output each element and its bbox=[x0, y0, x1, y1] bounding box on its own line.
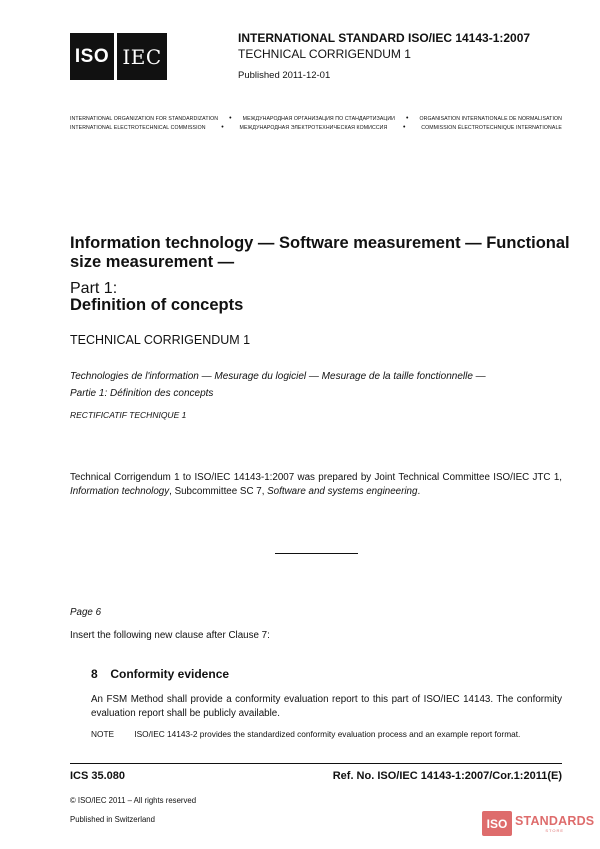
french-part-title: Partie 1: Définition des concepts bbox=[70, 388, 214, 399]
org-iec-en: INTERNATIONAL ELECTROTECHNICAL COMMISSION bbox=[70, 125, 206, 131]
org-row-1 bbox=[70, 116, 562, 122]
french-title: Technologies de l'information — Mesurage du logiciel — Mesurage de la taille fonctionnelle — bbox=[70, 371, 486, 382]
french-corrigendum-label: RECTIFICATIF TECHNIQUE 1 bbox=[70, 410, 187, 420]
insert-instruction: Insert the following new clause after Clause 7: bbox=[70, 630, 270, 641]
org-iec-ru: МЕЖДУНАРОДНАЯ ЭЛЕКТРОТЕХНИЧЕСКАЯ КОМИССИЯ bbox=[239, 125, 388, 131]
iso-logo-text: ISO bbox=[74, 45, 110, 67]
org-iso-en: INTERNATIONAL ORGANIZATION FOR STANDARDIZATION bbox=[70, 116, 219, 122]
document-title-line-1: Information technology — Software measurement — Functional bbox=[70, 234, 570, 252]
document-title-line-2: size measurement — bbox=[70, 253, 235, 271]
iec-logo bbox=[117, 33, 167, 80]
published-date: Published 2011-12-01 bbox=[238, 70, 331, 81]
section-divider bbox=[275, 553, 358, 554]
separator-dot: • bbox=[405, 115, 409, 122]
separator-dot: • bbox=[403, 124, 406, 131]
page-reference: Page 6 bbox=[70, 607, 102, 618]
org-iso-ru: МЕЖДУНАРОДНАЯ ОРГАНИЗАЦИЯ ПО СТАНДАРТИЗАЦИИ bbox=[242, 116, 395, 122]
org-iso-fr: ORGANISATION INTERNATIONALE DE NORMALISATION bbox=[419, 116, 562, 122]
clause-heading bbox=[91, 667, 229, 681]
published-in: Published in Switzerland bbox=[70, 815, 155, 824]
document-title bbox=[70, 234, 570, 272]
note-label: NOTE bbox=[91, 729, 115, 739]
iec-logo-text: IEC bbox=[122, 44, 162, 69]
note-text: ISO/IEC 14143-2 provides the standardized conformity evaluation process and an example report format. bbox=[134, 729, 521, 739]
intro-text-1: Technical Corrigendum 1 to ISO/IEC 14143-1:2007 was prepared by Joint Technical Committee ISO/IEC JTC 1, bbox=[70, 472, 562, 483]
clause-title: Conformity evidence bbox=[110, 667, 230, 681]
standards-store-watermark bbox=[482, 811, 594, 836]
watermark-word: STANDARDS bbox=[515, 814, 595, 828]
watermark-small: STORE bbox=[545, 828, 565, 833]
reference-number: Ref. No. ISO/IEC 14143-1:2007/Cor.1:2011(E) bbox=[332, 770, 562, 782]
separator-dot: • bbox=[221, 124, 224, 131]
intro-paragraph bbox=[70, 471, 562, 498]
clause-paragraph: An FSM Method shall provide a conformity evaluation report to this part of ISO/IEC 14143. The conformity evaluation report shall be publicly available. bbox=[91, 694, 562, 719]
intro-committee-name: Information technology bbox=[70, 485, 170, 497]
note bbox=[91, 729, 520, 739]
watermark-text bbox=[515, 814, 594, 833]
part-label: Part 1: bbox=[70, 280, 118, 297]
technical-corrigendum-label: TECHNICAL CORRIGENDUM 1 bbox=[70, 333, 251, 347]
intro-subcommittee-name: Software and systems engineering bbox=[267, 485, 418, 497]
intro-text-2: , Subcommittee SC 7, bbox=[169, 485, 268, 497]
org-iec-fr: COMMISSION ÉLECTROTECHNIQUE INTERNATIONALE bbox=[421, 125, 562, 131]
watermark-iso-badge: ISO bbox=[482, 811, 512, 836]
ics-code: ICS 35.080 bbox=[70, 770, 126, 782]
clause-number: 8 bbox=[91, 667, 98, 681]
standard-title: INTERNATIONAL STANDARD ISO/IEC 14143-1:2007 bbox=[238, 31, 531, 45]
org-row-2 bbox=[70, 125, 562, 131]
copyright-notice: © ISO/IEC 2011 – All rights reserved bbox=[70, 796, 197, 805]
iso-logo bbox=[70, 33, 114, 80]
iso-iec-logo bbox=[70, 33, 168, 80]
intro-text-3: . bbox=[417, 485, 421, 497]
part-title: Definition of concepts bbox=[70, 296, 244, 314]
corrigendum-subtitle: TECHNICAL CORRIGENDUM 1 bbox=[238, 47, 411, 61]
separator-dot: • bbox=[229, 115, 232, 122]
footer-divider bbox=[70, 763, 562, 764]
